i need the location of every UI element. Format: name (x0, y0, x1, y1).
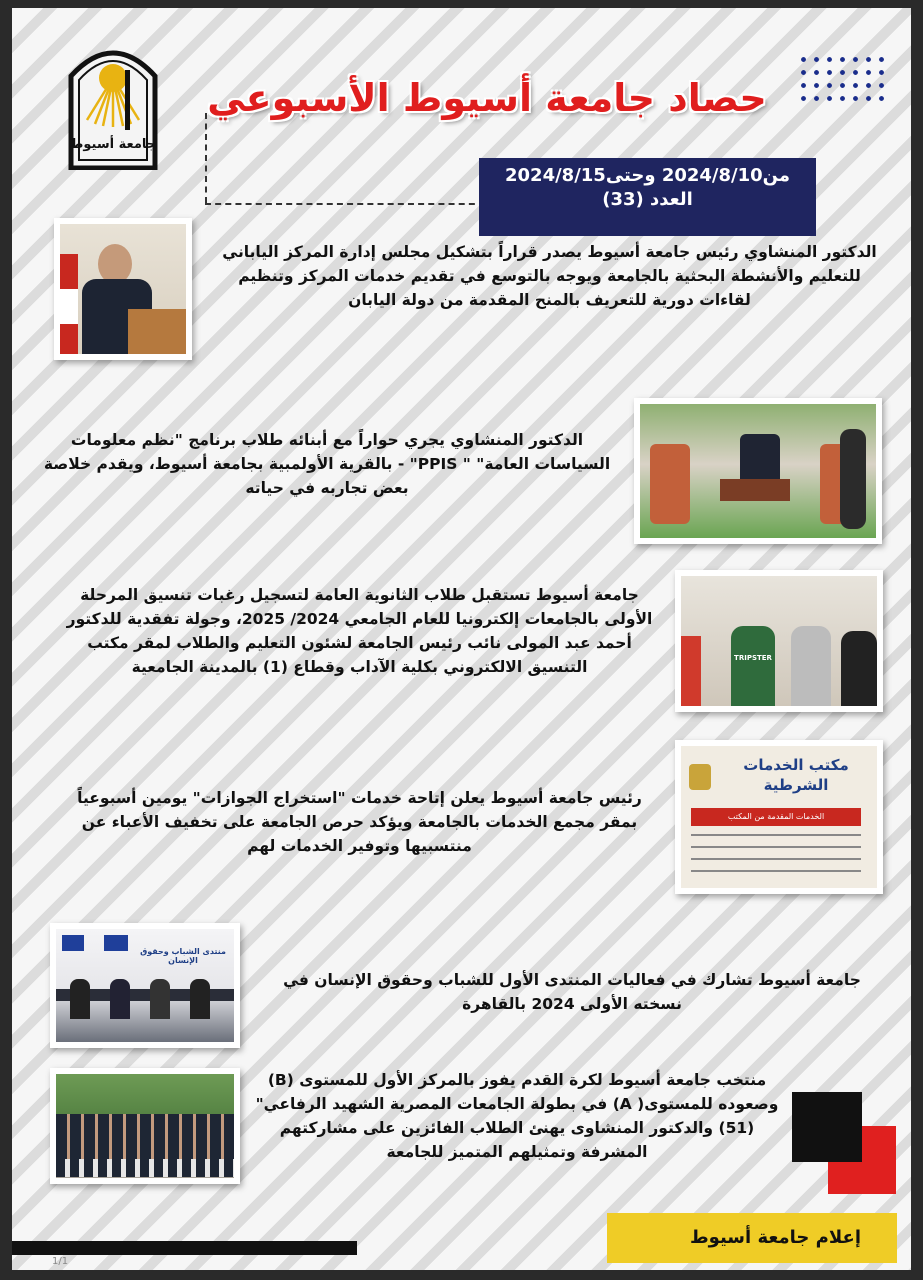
news-photo-6 (50, 1068, 240, 1184)
university-logo (67, 30, 159, 170)
news-photo-4 (675, 740, 883, 894)
news-item-3: جامعة أسيوط تستقبل طلاب الثانوية العامة لتسجيل رغبات تنسيق المرحلة الأولى بالجامعات إلكترونيا للعام الجامعي 2024/ 2025، وجولة تفقدية للدكتور أحمد عبد المولى نائب رئيس الجامعة لشئون التعليم والطلاب لمقر مكتب التنسيق الالكتروني بكلية الآداب وقطاع (1) بالمدينة الجامعية (66, 586, 653, 677)
news-photo-3 (675, 570, 883, 712)
news-item-6: منتخب جامعة أسيوط لكرة القدم يفوز بالمركز الأول للمستوى (B) وصعوده للمستوى( A) في بطولة الجامعات المصرية الشهيد الرفاعي"(51) والدكتور المنشاوى يهنئ الطلاب الفائزين على مشاركتهم المشرفة وتمثيلهم المتميز للجامعة (255, 1071, 779, 1162)
services-sign-title: مكتب الخدمات الشرطية (743, 756, 849, 794)
forum-banner: منتدى الشباب وحقوق الإنسان (140, 947, 226, 965)
dashed-guide (205, 203, 485, 205)
news-item-4: رئيس جامعة أسيوط يعلن إتاحة خدمات "استخراج الجوازات" يومين أسبوعياً بمقر مجمع الخدمات بالجامعة ويؤكد حرص الجامعة على تخفيف الأعباء عن منتسبيها وتوفير الخدمات لهم (77, 789, 642, 856)
footer-bar (12, 1241, 357, 1255)
page-number: 1/1 (52, 1256, 69, 1267)
news-item-1: الدكتور المنشاوي رئيس جامعة أسيوط يصدر قراراً بتشكيل مجلس إدارة المركز الياباني للتعليم والأنشطة البحثية بالجامعة ويوجه بالتوسع في تقديم خدمات المركز وتنظيم لقاءات دورية للتعريف بالمنح المقدمة من دولة اليابان (222, 243, 877, 310)
date-range: من2024/8/10 وحتى2024/8/15 (505, 165, 790, 186)
dashed-guide (205, 113, 207, 203)
footer-label: إعلام جامعة أسيوط (607, 1213, 897, 1263)
date-box (479, 158, 816, 236)
news-item-2: الدكتور المنشاوي يجري حواراً مع أبنائه طلاب برنامج "نظم معلومات السياسات العامة" " PPIS" - بالقرية الأولمبية بجامعة أسيوط، ويقدم خلاصة بعض تجاربه في حياته (43, 431, 611, 498)
services-sign-sub: الخدمات المقدمة من المكتب (691, 808, 861, 826)
issue-number: العدد (33) (602, 189, 693, 211)
news-photo-2 (634, 398, 882, 544)
bulletin-page (12, 8, 911, 1270)
page-title: حصاد جامعة أسيوط الأسبوعي (207, 76, 767, 120)
news-photo-5 (50, 923, 240, 1048)
logo-text: جامعة أسيوط (69, 137, 157, 152)
news-photo-1 (54, 218, 192, 360)
decorative-dots (797, 53, 887, 101)
news-item-5: جامعة أسيوط تشارك في فعاليات المنتدى الأول للشباب وحقوق الإنسان في نسخته الأولى 2024 بالقاهرة (283, 971, 861, 1014)
tshirt-text: TRIPSTER (734, 654, 772, 662)
decorative-square-black (792, 1092, 862, 1162)
